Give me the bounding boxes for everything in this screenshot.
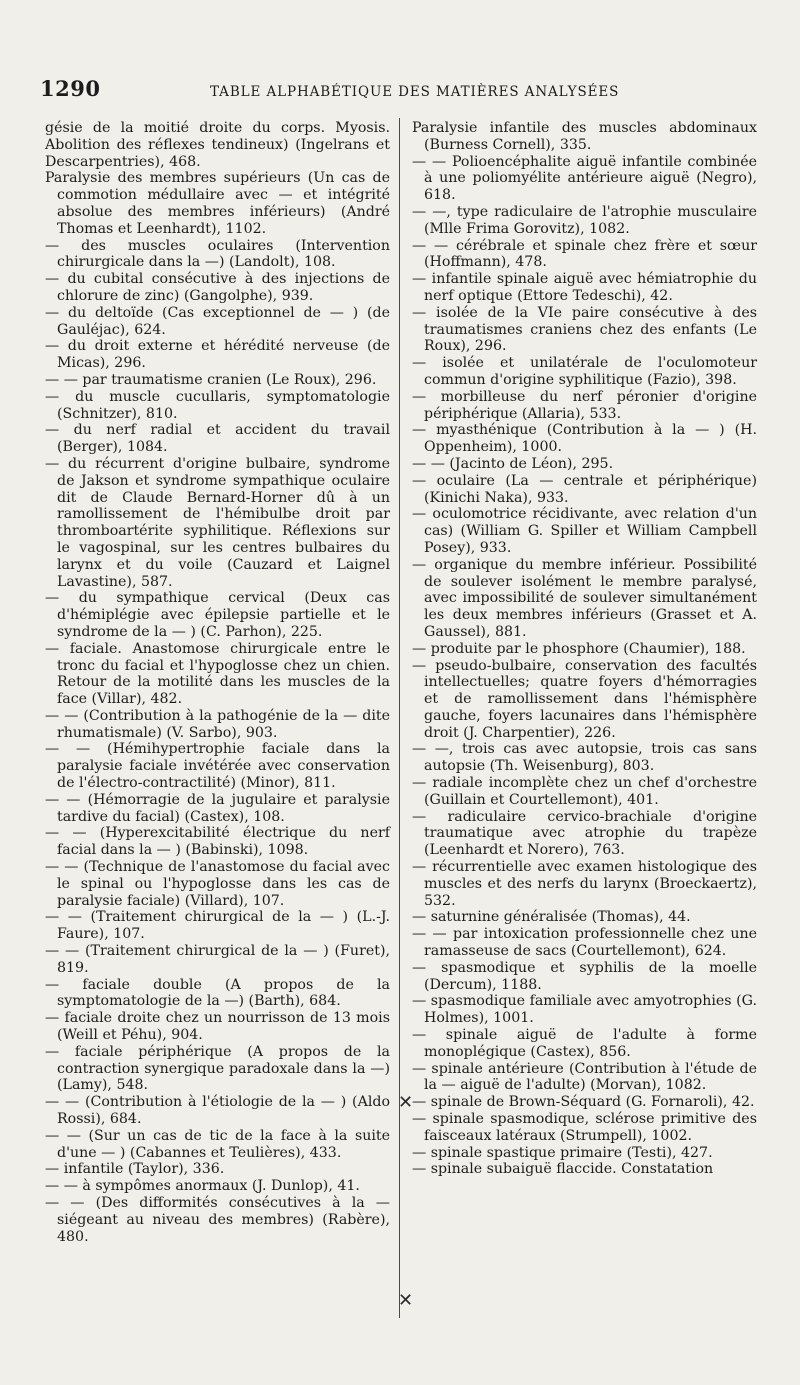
index-entry: — — (Sur un cas de tic de la face à la suite d'une — ) (Cabannes et Teulières), 433. (45, 1127, 390, 1161)
index-entry: — produite par le phosphore (Chaumier), 188. (412, 640, 746, 657)
page-header (40, 76, 780, 106)
index-entry: — — cérébrale et spinale chez frère et sœur (Hoffmann), 478. (412, 237, 757, 271)
index-entry: — des muscles oculaires (Intervention chirurgicale dans la —) (Landolt), 108. (45, 237, 390, 271)
margin-mark: ✕ (398, 1092, 414, 1113)
index-entry: — — (Des difformités consécutives à la — siégeant au niveau des membres) (Rabère), 480. (45, 1195, 390, 1245)
index-entry: — du deltoïde (Cas exceptionnel de — ) (de Gauléjac), 624. (45, 304, 390, 338)
index-entry: — spasmodique et syphilis de la moelle (Dercum), 1188. (412, 959, 757, 993)
index-entry: — — (Technique de l'anastomose du facial avec le spinal ou l'hypoglosse dans les cas de paralysie faciale) (Villard), 107. (45, 859, 390, 909)
index-entry: — —, type radiculaire de l'atrophie musculaire (Mlle Frima Gorovitz), 1082. (412, 203, 757, 237)
index-entry: — du muscle cucullaris, symptomatologie (Schnitzer), 810. (45, 388, 390, 422)
index-entry: — spinale subaiguë flaccide. Constatation (412, 1161, 714, 1178)
index-entry: Paralysie infantile des muscles abdominaux (Burness Cornell), 335. (412, 120, 757, 153)
index-entry: — spinale de Brown-Séquard (G. Fornaroli), 42. (412, 1094, 755, 1111)
index-entry: — morbilleuse du nerf péronier d'origine périphérique (Allaria), 533. (412, 388, 757, 422)
index-entry: — faciale droite chez un nourrisson de 13 mois (Weill et Péhu), 904. (45, 1010, 390, 1044)
index-entry: — — (Contribution à la pathogénie de la — dite rhumatismale) (V. Sarbo), 903. (45, 707, 390, 741)
index-entry: — spinale antérieure (Contribution à l'étude de la — aiguë de l'adulte) (Morvan), 1082. (412, 1060, 757, 1094)
index-entry: — du cubital consécutive à des injections de chlorure de zinc) (Gangolphe), 939. (45, 271, 390, 304)
index-entry: — — (Traitement chirurgical de la — ) (L.-J. Faure), 107. (45, 909, 390, 943)
column-divider (399, 118, 400, 1318)
index-entry: — infantile (Taylor), 336. (45, 1161, 225, 1178)
index-entry: — — (Hyperexcitabilité électrique du nerf facial dans la — ) (Babinski), 1098. (45, 825, 390, 859)
index-entry: — — par intoxication professionnelle chez une ramasseuse de sacs (Courtellemont), 624. (412, 926, 757, 960)
index-entry: — spinale aiguë de l'adulte à forme monoplégique (Castex), 856. (412, 1027, 757, 1060)
index-entry: — pseudo-bulbaire, conservation des facultés intellectuelles; quatre foyers d'hémorragies et de ramollissement dans l'hémisphère gauche, foyers lacunaires dans l'hémisphère droit (J. Charpentier), 226. (412, 657, 757, 741)
index-entry: — spasmodique familiale avec amyotrophies (G. Holmes), 1001. (412, 993, 757, 1027)
index-entry: — infantile spinale aiguë avec hémiatrophie du nerf optique (Ettore Tedeschi), 42. (412, 271, 757, 304)
index-entry: — spinale spasmodique, sclérose primitive des faisceaux latéraux (Strumpell), 1002. (412, 1111, 757, 1144)
index-entry: — du sympathique cervical (Deux cas d'hémiplégie avec épilepsie partielle et le syndrome de la — ) (C. Parhon), 225. (45, 590, 390, 640)
index-entry: — du nerf radial et accident du travail (Berger), 1084. (45, 422, 390, 456)
index-entry: — oculomotrice récidivante, avec relation d'un cas) (William G. Spiller et William Campbell Posey), 933. (412, 506, 757, 556)
index-entry: — — (Contribution à l'étiologie de la — ) (Aldo Rossi), 684. (45, 1094, 390, 1128)
index-entry: — — (Hémorragie de la jugulaire et paralysie tardive du facial) (Castex), 108. (45, 791, 390, 825)
index-entry: — —, trois cas avec autopsie, trois cas sans autopsie (Th. Weisenburg), 803. (412, 741, 757, 775)
index-entry: — saturnine généralisée (Thomas), 44. (412, 909, 691, 926)
index-entry: — — à sympômes anormaux (J. Dunlop), 41. (45, 1178, 360, 1195)
index-entry: — faciale double (A propos de la symptomatologie de la —) (Barth), 684. (45, 976, 390, 1010)
index-entry: — du récurrent d'origine bulbaire, syndrome de Jakson et syndrome sympathique oculaire dit de Claude Bernard-Horner dû à un ramollissement de l'hémibulbe droit par thromboartérite syphilitique. Réflexions sur le vagospinal, sur les centres bulbaires du larynx et du voile (Cauzard et Laignel Lavastine), 587. (45, 455, 390, 590)
index-entry: — — par traumatisme cranien (Le Roux), 296. (45, 371, 377, 388)
index-entry: — organique du membre inférieur. Possibilité de soulever isolément le membre paralysé, avec impossibilité de soulever simultanément les deux membres inférieurs (Grasset et A. Gaussel), 881. (412, 556, 757, 640)
index-entry: — — (Jacinto de Léon), 295. (412, 455, 614, 472)
index-entry: — du droit externe et hérédité nerveuse (de Micas), 296. (45, 338, 390, 372)
margin-mark: ✕ (398, 1290, 414, 1311)
index-entry: — oculaire (La — centrale et périphérique) (Kinichi Naka), 933. (412, 472, 757, 506)
index-entry: — myasthénique (Contribution à la — ) (H. Oppenheim), 1000. (412, 422, 757, 456)
index-entry: — — (Hémihypertrophie faciale dans la paralysie faciale invétérée avec conservation de l'électro-contractilité) (Minor), 811. (45, 741, 390, 792)
index-entry: — — (Traitement chirurgical de la — ) (Furet), 819. (45, 943, 390, 976)
index-entry: — — Polioencéphalite aiguë infantile combinée à une poliomyélite antérieure aiguë (Negro), 618. (412, 153, 757, 204)
left-column (45, 120, 390, 1245)
index-entry: — radiculaire cervico-brachiale d'origine traumatique avec atrophie du trapèze (Leenhardt et Norero), 763. (412, 808, 757, 859)
index-entry: — isolée de la VIe paire consécutive à des traumatismes craniens chez des enfants (Le Roux), 296. (412, 304, 757, 355)
index-entry: — faciale. Anastomose chirurgicale entre le tronc du facial et l'hypoglosse chez un chien. Retour de la motilité dans les muscles de la face (Villar), 482. (45, 640, 390, 708)
index-entry: — récurrentielle avec examen histologique des muscles et des nerfs du larynx (Broeckaertz), 532. (412, 859, 757, 909)
index-entry: gésie de la moitié droite du corps. Myosis. Abolition des réflexes tendineux) (Ingelrans et Descarpentries), 468. (45, 120, 390, 170)
right-column (412, 120, 757, 1178)
index-entry: — isolée et unilatérale de l'oculomoteur commun d'origine syphilitique (Fazio), 398. (412, 355, 757, 388)
page-number: 1290 (40, 76, 101, 101)
index-entry: — faciale périphérique (A propos de la contraction synergique paradoxale dans la —) (Lamy), 548. (45, 1043, 390, 1094)
index-entry: — spinale spastique primaire (Testi), 427. (412, 1144, 713, 1161)
running-title: TABLE ALPHABÉTIQUE DES MATIÈRES ANALYSÉES (210, 84, 620, 100)
index-entry: Paralysie des membres supérieurs (Un cas de commotion médullaire avec — et intégrité absolue des membres inférieurs) (André Thomas et Leenhardt), 1102. (45, 170, 390, 237)
index-entry: — radiale incomplète chez un chef d'orchestre (Guillain et Courtellemont), 401. (412, 775, 757, 808)
